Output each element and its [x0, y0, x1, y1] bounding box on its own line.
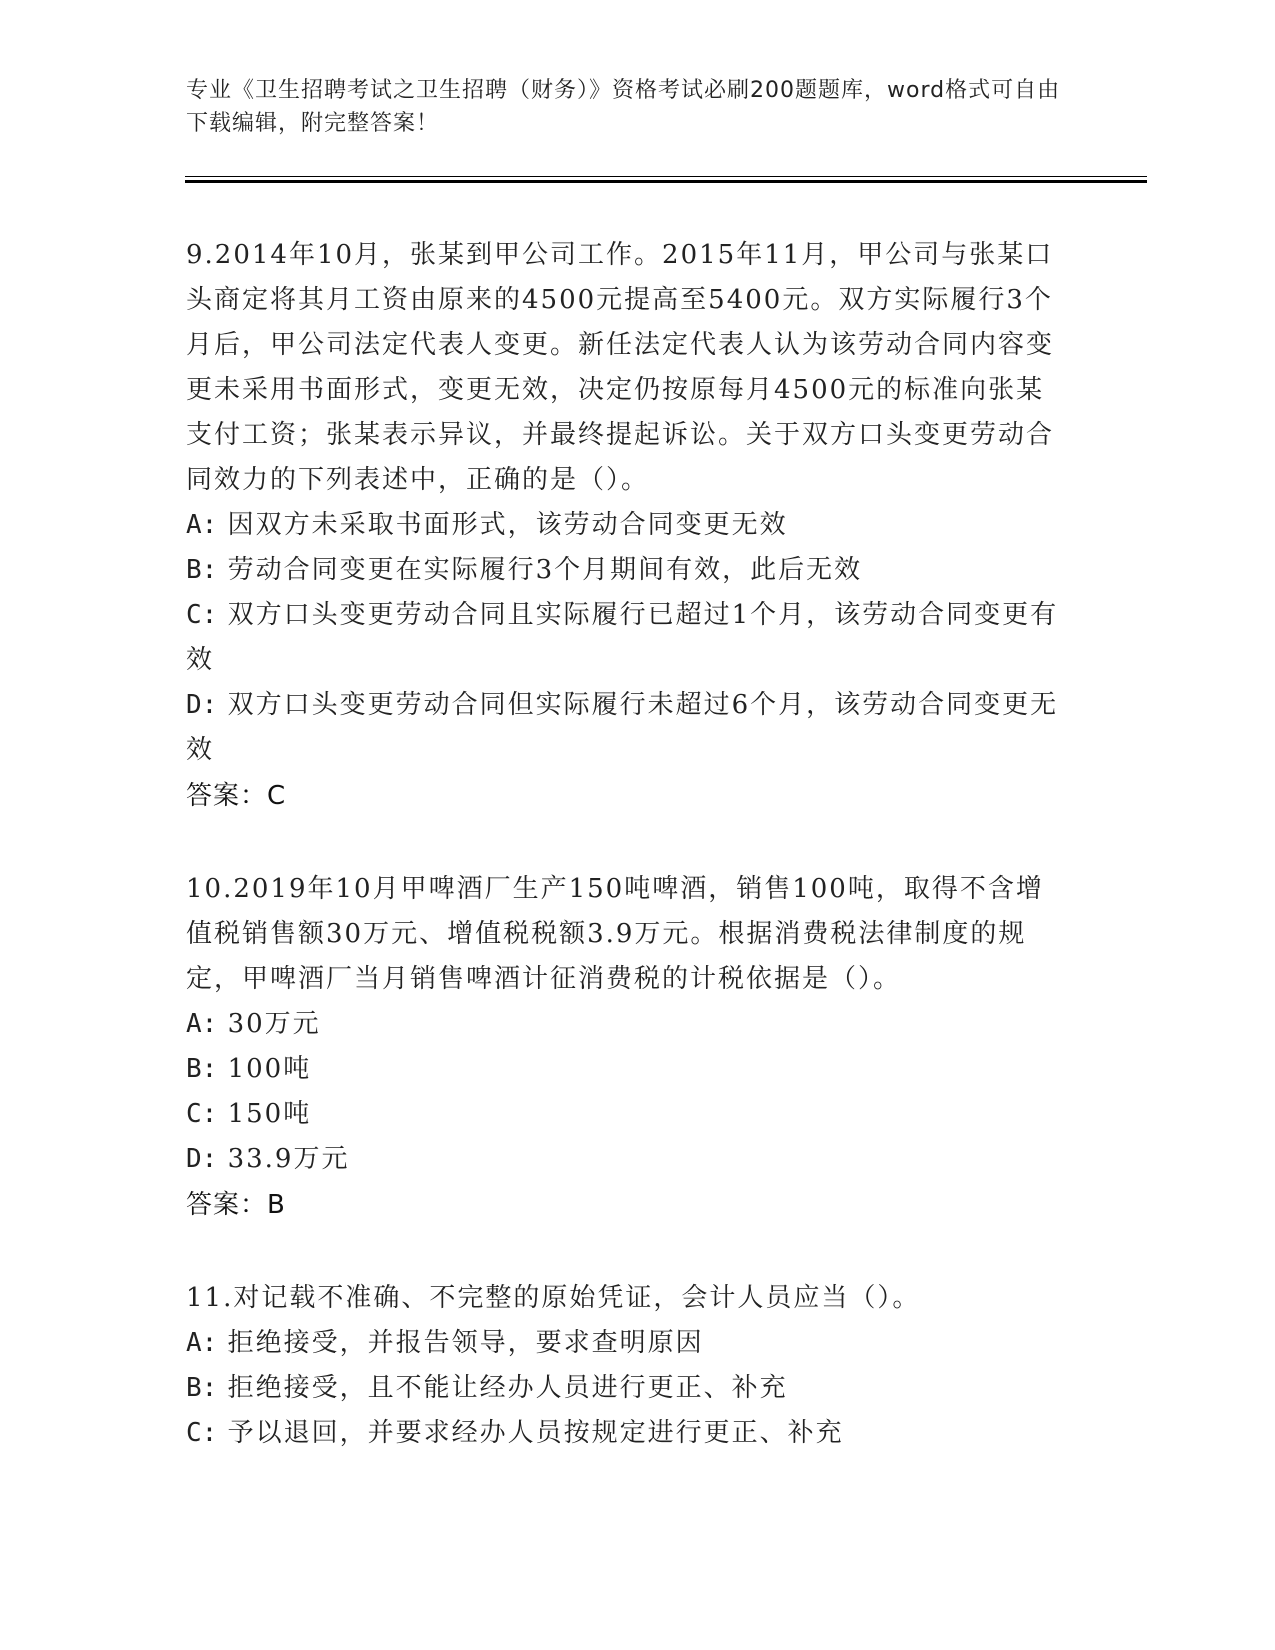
- option-c: [186, 1411, 1066, 1456]
- option-text: 拒绝接受，且不能让经办人员进行更正、补充: [227, 1373, 788, 1403]
- question-item: [186, 233, 1066, 819]
- option-text: 150吨: [227, 1099, 312, 1129]
- option-a: [186, 1002, 1066, 1047]
- question-stem: 11.对记载不准确、不完整的原始凭证，会计人员应当（）。: [186, 1283, 921, 1313]
- question-list: [186, 233, 1066, 1456]
- question-spacer: [186, 1228, 1066, 1276]
- option-text: 双方口头变更劳动合同但实际履行未超过6个月，该劳动合同变更无效: [186, 690, 1059, 765]
- option-d: [186, 683, 1066, 773]
- option-letter: C:: [186, 1099, 218, 1129]
- question-stem: 9.2014年10月，张某到甲公司工作。2015年11月，甲公司与张某口头商定将其月工资由原来的4500元提高至5400元。双方实际履行3个月后，甲公司法定代表人变更。新任法定代表人认为该劳动合同内容变更未采用书面形式，变更无效，决定仍按原每月4500元的标准向张某支付工资；张某表示异议，并最终提起诉讼。关于双方口头变更劳动合同效力的下列表述中，正确的是（）。: [186, 240, 1055, 495]
- option-text: 拒绝接受，并报告领导，要求查明原因: [227, 1328, 704, 1358]
- option-d: [186, 1137, 1066, 1182]
- answer-line: 答案：C: [186, 781, 287, 811]
- option-letter: D:: [186, 690, 218, 720]
- option-letter: C:: [186, 1418, 218, 1448]
- option-letter: C:: [186, 600, 218, 630]
- option-text: 30万元: [227, 1009, 321, 1039]
- header-divider-thick: [185, 180, 1147, 183]
- option-text: 33.9万元: [227, 1144, 350, 1174]
- option-text: 100吨: [227, 1054, 312, 1084]
- header-divider-thin: [185, 176, 1147, 177]
- option-a: [186, 1321, 1066, 1366]
- option-letter: A:: [186, 1009, 218, 1039]
- option-letter: A:: [186, 1328, 218, 1358]
- option-a: [186, 503, 1066, 548]
- question-item: [186, 867, 1066, 1228]
- option-letter: A:: [186, 510, 218, 540]
- option-b: [186, 548, 1066, 593]
- option-letter: B:: [186, 1054, 218, 1084]
- option-text: 因双方未采取书面形式，该劳动合同变更无效: [227, 510, 788, 540]
- answer-line: 答案：B: [186, 1190, 286, 1220]
- question-item: [186, 1276, 1066, 1456]
- option-b: [186, 1047, 1066, 1092]
- document-header: [186, 74, 1066, 140]
- option-text: 予以退回，并要求经办人员按规定进行更正、补充: [227, 1418, 844, 1448]
- option-c: [186, 1092, 1066, 1137]
- option-letter: D:: [186, 1144, 218, 1174]
- option-c: [186, 593, 1066, 683]
- question-stem: 10.2019年10月甲啤酒厂生产150吨啤酒，销售100吨，取得不含增值税销售额30万元、增值税税额3.9万元。根据消费税法律制度的规定，甲啤酒厂当月销售啤酒计征消费税的计税依据是（）。: [186, 874, 1044, 994]
- option-letter: B:: [186, 1373, 218, 1403]
- option-text: 双方口头变更劳动合同且实际履行已超过1个月，该劳动合同变更有效: [186, 600, 1059, 675]
- option-b: [186, 1366, 1066, 1411]
- option-text: 劳动合同变更在实际履行3个月期间有效，此后无效: [227, 555, 863, 585]
- question-spacer: [186, 819, 1066, 867]
- header-intro-text: 专业《卫生招聘考试之卫生招聘（财务）》资格考试必刷200题题库，word格式可自由下载编辑，附完整答案！: [186, 78, 1061, 136]
- option-letter: B:: [186, 555, 218, 585]
